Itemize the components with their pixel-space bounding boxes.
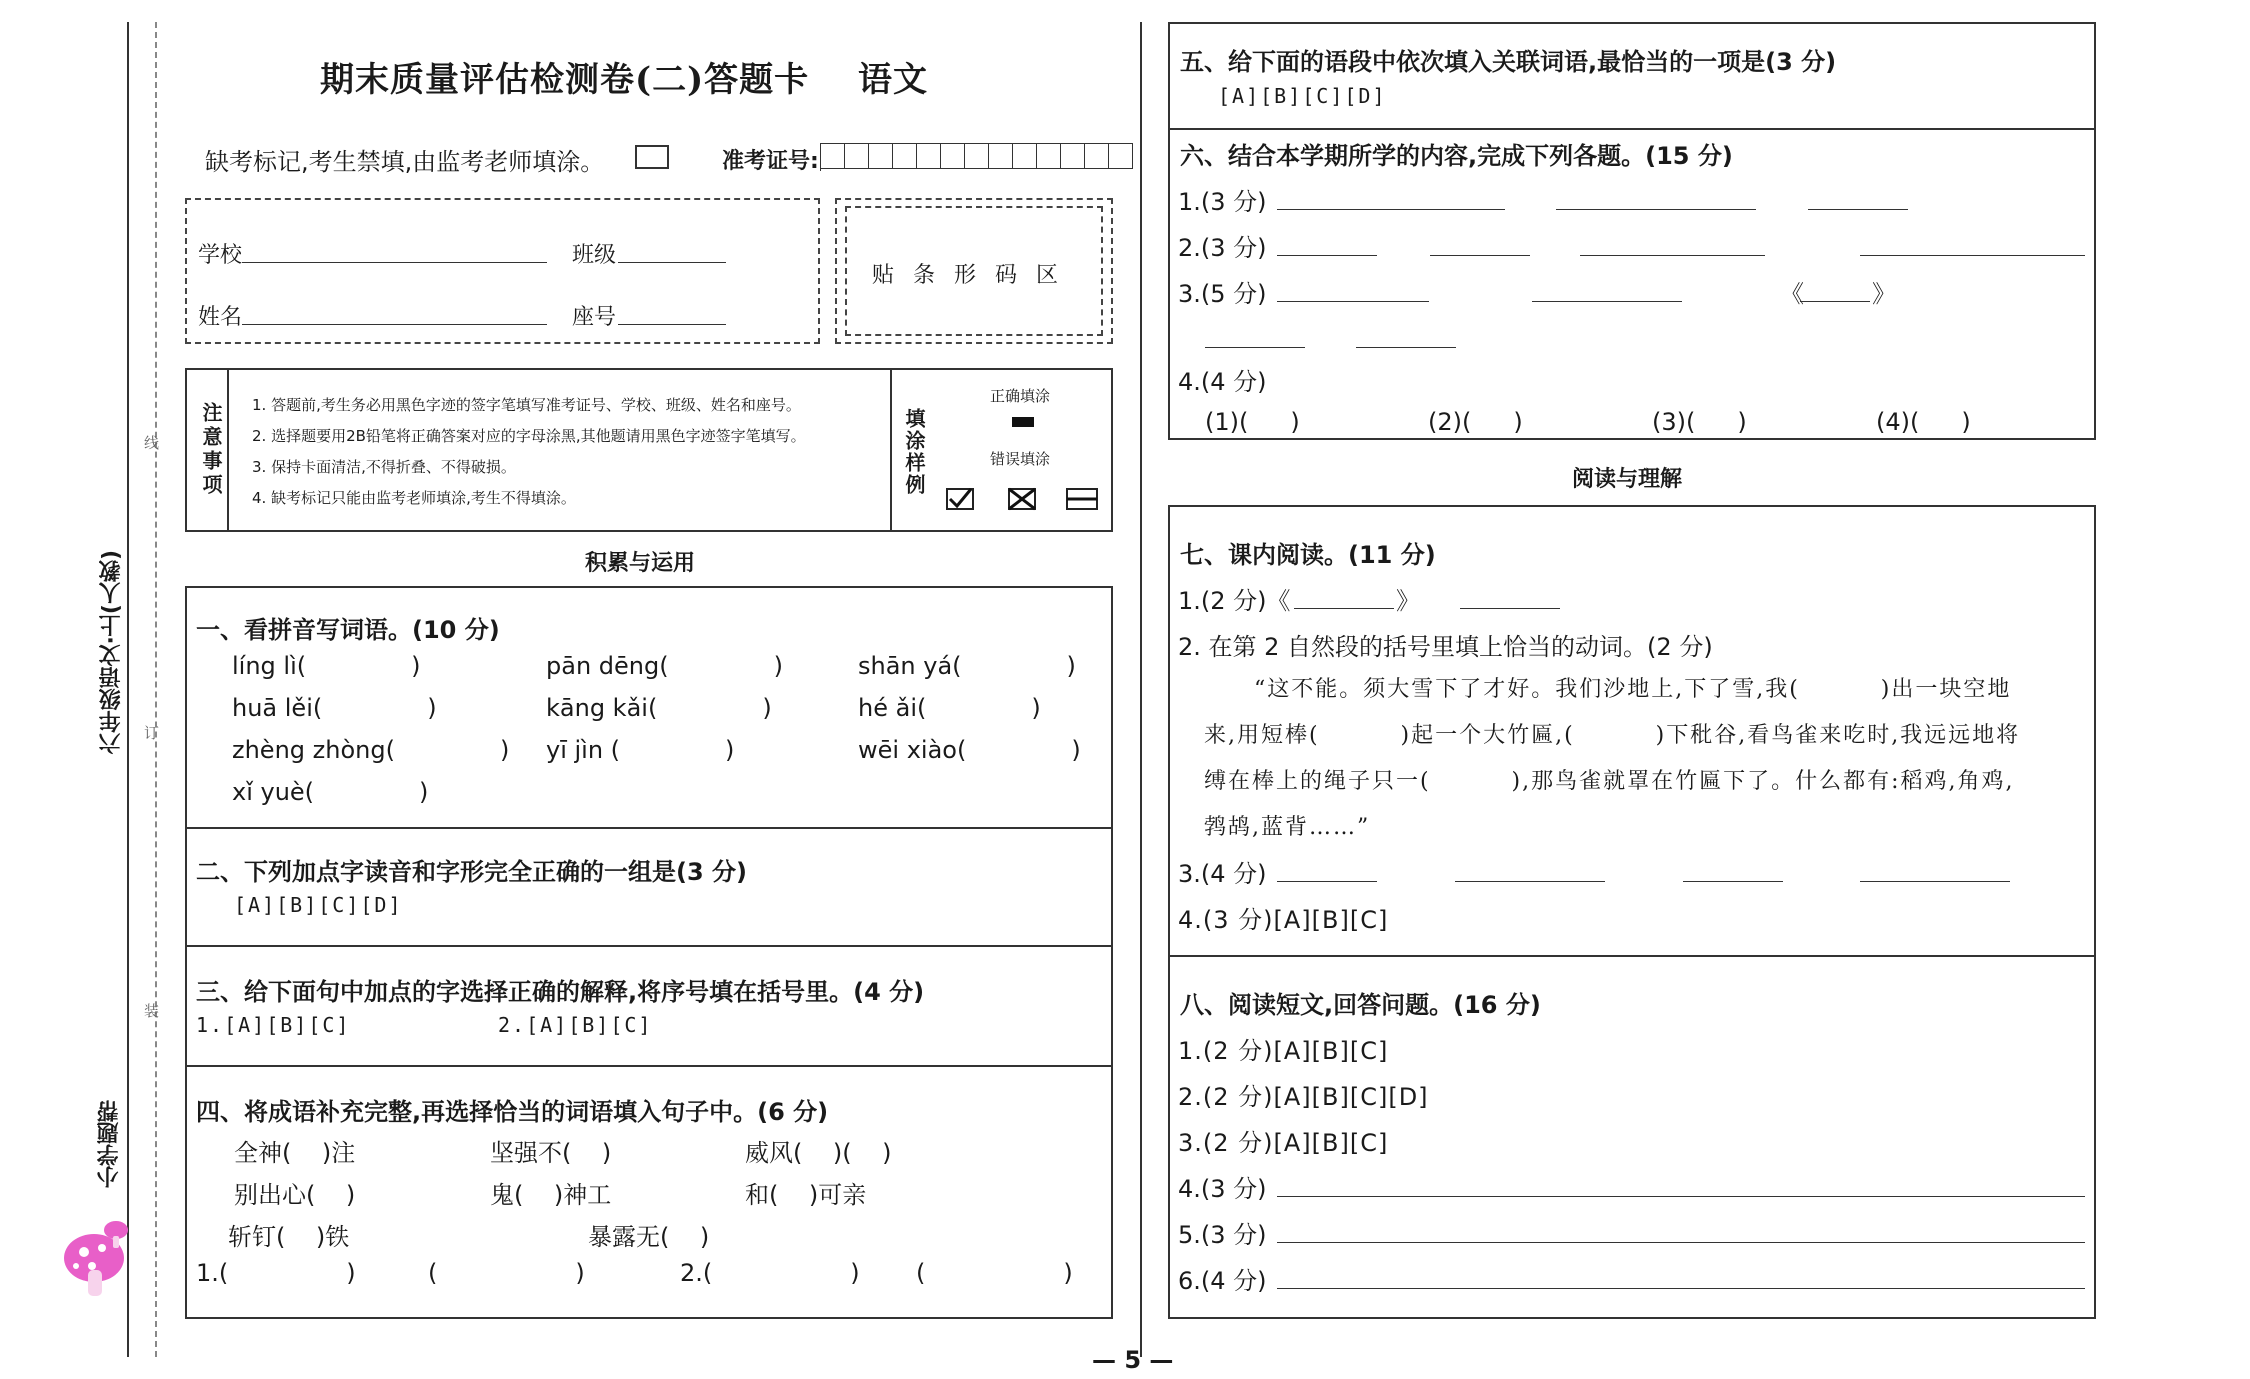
q6-2-blank-a[interactable] [1277, 254, 1377, 256]
q6-3-blank-a[interactable] [1277, 300, 1429, 302]
binding-line [127, 22, 129, 1357]
q8-title: 八、阅读短文,回答问题。(16 分) [1180, 991, 1541, 1019]
q4-fill-2[interactable]: ( ) [428, 1259, 585, 1287]
name-label: 姓名 [198, 305, 243, 330]
q3-title: 三、给下面句中加点的字选择正确的解释,将序号填在括号里。(4 分) [196, 978, 925, 1006]
q7-line-2-label: 2. 在第 2 自然段的括号里填上恰当的动词。(2 分) [1178, 633, 1713, 661]
q8-line-5-label: 5.(3 分) [1178, 1221, 1267, 1249]
q8-line-3-options[interactable]: 3.(2 分)[A][B][C] [1178, 1129, 1389, 1157]
q5-options[interactable]: [A][B][C][D] [1218, 84, 1387, 108]
notice-label: 注意事项 [199, 402, 223, 498]
q7-line-4-options[interactable]: 4.(3 分)[A][B][C] [1178, 906, 1389, 934]
q6-box [1168, 128, 2096, 440]
q7-passage-line-3[interactable]: 缚在棒上的绳子只一( ),那鸟雀就罩在竹匾下了。什么都有:稻鸡,角鸡, [1204, 769, 2015, 794]
spine-brand: 小学题帮 [97, 1100, 122, 1188]
divider-q2-q3 [185, 945, 1113, 947]
q6-2-blank-c[interactable] [1580, 254, 1765, 256]
q8-line-2-options[interactable]: 2.(2 分)[A][B][C][D] [1178, 1083, 1429, 1111]
q7-line-3-label: 3.(4 分) [1178, 860, 1267, 888]
seat-label: 座号 [572, 305, 617, 330]
q6-4-sub-2[interactable]: (2)( ) [1428, 408, 1523, 436]
q7-passage-line-1[interactable]: “这不能。须大雪下了才好。我们沙地上,下了雪,我( )出一块空地 [1254, 677, 2012, 702]
section-reading-title: 阅读与理解 [1572, 467, 1683, 492]
q1-item-10[interactable]: xǐ yuè( ) [232, 778, 429, 806]
spine-mark-ding: 订 [144, 724, 160, 742]
binding-dashed-line [155, 22, 157, 1357]
q1-item-3[interactable]: shān yá( ) [858, 652, 1076, 680]
notice-item-4: 4. 缺考标记只能由监考老师填涂,考生不得填涂。 [252, 489, 576, 507]
q1-item-5[interactable]: kāng kǎi( ) [546, 694, 772, 722]
q1-item-6[interactable]: hé ǎi( ) [858, 694, 1041, 722]
q6-3-blank-d[interactable] [1356, 346, 1456, 348]
exam-id-label: 准考证号: [722, 149, 819, 174]
q8-line-6-label: 6.(4 分) [1178, 1267, 1267, 1295]
q7-3-blank-c[interactable] [1683, 880, 1783, 882]
wrong-label: 错误填涂 [990, 450, 1051, 468]
q4-fill-4[interactable]: ( ) [916, 1259, 1073, 1287]
notice-item-1: 1. 答题前,考生务必用黑色字迹的签字笔填写准考证号、学校、班级、姓名和座号。 [252, 396, 801, 414]
notice-divider-b [890, 368, 892, 532]
q6-line-1-label: 1.(3 分) [1178, 188, 1267, 216]
q6-1-blank-c[interactable] [1808, 208, 1908, 210]
school-field[interactable] [242, 261, 547, 263]
q6-line-3-label: 3.(5 分) [1178, 280, 1267, 308]
q6-4-sub-1[interactable]: (1)( ) [1205, 408, 1300, 436]
q6-3-blank-c[interactable] [1205, 346, 1305, 348]
name-field[interactable] [242, 323, 547, 325]
q3-options-2[interactable]: 2.[A][B][C] [498, 1013, 653, 1037]
divider-q1-q2 [185, 827, 1113, 829]
subject-text: 语文 [858, 60, 929, 100]
q6-line-4-label: 4.(4 分) [1178, 368, 1267, 396]
q4-idiom-6[interactable]: 和( )可亲 [745, 1181, 867, 1209]
notice-item-3: 3. 保持卡面清洁,不得折叠、不得破损。 [252, 458, 516, 476]
q6-1-blank-b[interactable] [1556, 208, 1756, 210]
q6-line-2-label: 2.(3 分) [1178, 234, 1267, 262]
exam-id-cells[interactable] [820, 143, 1133, 171]
q4-idiom-7[interactable]: 斩钉( )铁 [228, 1223, 350, 1251]
q4-title: 四、将成语补充完整,再选择恰当的词语填入句子中。(6 分) [196, 1098, 829, 1126]
q1-item-8[interactable]: yī jìn ( ) [546, 736, 735, 764]
correct-label: 正确填涂 [990, 387, 1051, 405]
q7-passage-line-2[interactable]: 来,用短棒( )起一个大竹匾,( )下秕谷,看鸟雀来吃时,我远远地将 [1204, 723, 2021, 748]
q3-options-1[interactable]: 1.[A][B][C] [196, 1013, 351, 1037]
q4-idiom-3[interactable]: 威风( )( ) [745, 1139, 892, 1167]
absent-note: 缺考标记,考生禁填,由监考老师填涂。 [205, 148, 605, 176]
mushroom-logo-icon [62, 1218, 132, 1300]
q8-line-4-label: 4.(3 分) [1178, 1175, 1267, 1203]
q8-line-1-options[interactable]: 1.(2 分)[A][B][C] [1178, 1037, 1389, 1065]
q6-3-book-open: 《 [1780, 280, 1804, 308]
q1-item-9[interactable]: wēi xiào( ) [858, 736, 1081, 764]
sample-label: 填涂样例 [902, 408, 926, 496]
spine-mark-line: 线 [144, 434, 160, 452]
divider-q3-q4 [185, 1065, 1113, 1067]
q8-4-answer-line[interactable] [1277, 1195, 2085, 1197]
q2-title: 二、下列加点字读音和字形完全正确的一组是(3 分) [196, 858, 747, 886]
q6-title: 六、结合本学期所学的内容,完成下列各题。(15 分) [1180, 142, 1733, 170]
q4-fill-1[interactable]: 1.( ) [196, 1259, 356, 1287]
q4-idiom-5[interactable]: 鬼( )神工 [490, 1181, 612, 1209]
q7-3-blank-b[interactable] [1455, 880, 1605, 882]
q1-item-4[interactable]: huā lěi( ) [232, 694, 437, 722]
notice-item-2: 2. 选择题要用2B铅笔将正确答案对应的字母涂黑,其他题请用黑色字迹签字笔填写。 [252, 427, 806, 445]
q4-idiom-2[interactable]: 坚强不( ) [490, 1139, 612, 1167]
q4-idiom-1[interactable]: 全神( )注 [234, 1139, 356, 1167]
class-field[interactable] [618, 261, 726, 263]
q5-title: 五、给下面的语段中依次填入关联词语,最恰当的一项是(3 分) [1180, 48, 1837, 76]
section-accumulation-title: 积累与运用 [585, 551, 696, 576]
absent-checkbox[interactable] [635, 145, 669, 169]
class-label: 班级 [572, 243, 617, 268]
q7-1-blank-b[interactable] [1460, 607, 1560, 609]
seat-field[interactable] [618, 323, 726, 325]
q2-options[interactable]: [A][B][C][D] [234, 893, 403, 917]
q1-item-2[interactable]: pān dēng( ) [546, 652, 783, 680]
q7-1-book-close: 》 [1396, 587, 1420, 615]
spine-mark-zhuang: 装 [144, 1002, 160, 1020]
q7-3-blank-d[interactable] [1860, 880, 2010, 882]
title-text: 期末质量评估检测卷(二)答题卡 [320, 60, 810, 100]
page-title [320, 52, 928, 101]
q6-3-book-blank[interactable] [1800, 300, 1870, 302]
q6-4-sub-3[interactable]: (3)( ) [1652, 408, 1747, 436]
correct-sample-mark [1012, 417, 1034, 427]
q7-1-book-blank[interactable] [1294, 607, 1394, 609]
q4-fill-3[interactable]: 2.( ) [680, 1259, 860, 1287]
q6-2-blank-d[interactable] [1860, 254, 2085, 256]
q6-2-blank-b[interactable] [1430, 254, 1530, 256]
divider-q7-q8 [1168, 955, 2096, 957]
q6-4-sub-4[interactable]: (4)( ) [1876, 408, 1971, 436]
page-number: — 5 — [1092, 1346, 1174, 1374]
q6-3-blank-b[interactable] [1532, 300, 1682, 302]
spine-grade: 六年级语文·上(人教) [99, 550, 124, 755]
q4-idiom-8[interactable]: 暴露无( ) [588, 1223, 710, 1251]
q6-1-blank-a[interactable] [1277, 208, 1505, 210]
q7-passage-line-4: 鹁鸪,蓝背……” [1204, 815, 1371, 840]
q6-3-book-close: 》 [1872, 280, 1896, 308]
q1-item-1[interactable]: líng lì( ) [232, 652, 421, 680]
q7-title: 七、课内阅读。(11 分) [1180, 541, 1436, 569]
notice-divider-a [227, 368, 229, 532]
center-divider [1140, 22, 1142, 1357]
q1-title: 一、看拼音写词语。(10 分) [196, 616, 500, 644]
school-label: 学校 [198, 243, 243, 268]
q7-3-blank-a[interactable] [1277, 880, 1377, 882]
q4-idiom-4[interactable]: 别出心( ) [234, 1181, 356, 1209]
q8-5-answer-line[interactable] [1277, 1241, 2085, 1243]
q8-6-answer-line[interactable] [1277, 1287, 2085, 1289]
wrong-samples-icon [945, 483, 1101, 515]
barcode-label: 贴 条 形 码 区 [872, 263, 1064, 288]
q7-line-1-label: 1.(2 分)《 [1178, 587, 1291, 615]
q1-item-7[interactable]: zhèng zhòng( ) [232, 736, 510, 764]
